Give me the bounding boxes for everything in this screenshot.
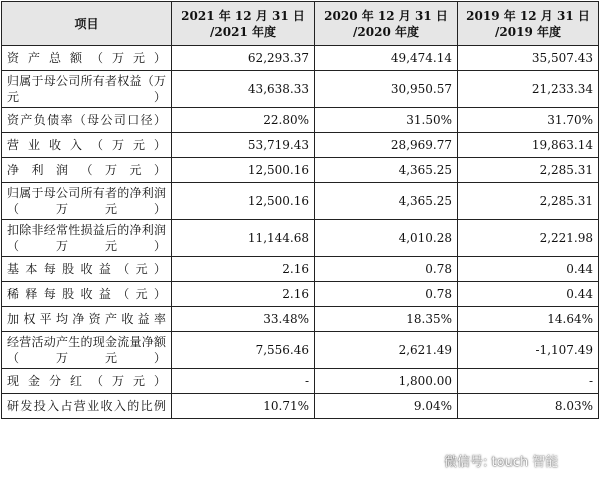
value-2019: 2,221.98 (458, 220, 599, 257)
value-2020: 28,969.77 (315, 133, 458, 158)
value-2019: 0.44 (458, 257, 599, 282)
value-2020: 0.78 (315, 282, 458, 307)
table-row (2, 369, 599, 394)
watermark (420, 445, 596, 475)
financial-summary-table (1, 1, 599, 419)
value-2021: 12,500.16 (172, 158, 315, 183)
table-row (2, 332, 599, 369)
table-row (2, 158, 599, 183)
row-label: 归属于母公司所有者的净利润（万元） (2, 183, 172, 220)
table-row (2, 108, 599, 133)
value-2020: 4,365.25 (315, 183, 458, 220)
value-2019: 31.70% (458, 108, 599, 133)
row-label: 扣除非经常性损益后的净利润（万元） (2, 220, 172, 257)
value-2021: 43,638.33 (172, 71, 315, 108)
table-row (2, 282, 599, 307)
header-2021 (172, 2, 315, 46)
value-2021: 2.16 (172, 257, 315, 282)
value-2021: 7,556.46 (172, 332, 315, 369)
header-2020-year: /2020 年度 (353, 24, 419, 39)
header-2020 (315, 2, 458, 46)
row-label: 资产负债率（母公司口径） (2, 108, 172, 133)
row-label: 归属于母公司所有者权益（万元） (2, 71, 172, 108)
value-2020: 1,800.00 (315, 369, 458, 394)
value-2019: 21,233.34 (458, 71, 599, 108)
row-label: 稀释每股收益（元） (2, 282, 172, 307)
watermark-suffix: 智能 (532, 454, 559, 470)
value-2019: 35,507.43 (458, 46, 599, 71)
header-2020-date: 2020 年 12 月 31 日 (324, 8, 448, 23)
value-2019: 14.64% (458, 307, 599, 332)
value-2021: 22.80% (172, 108, 315, 133)
table-row (2, 71, 599, 108)
table-row (2, 46, 599, 71)
value-2021: 12,500.16 (172, 183, 315, 220)
row-label: 经营活动产生的现金流量净额（万元） (2, 332, 172, 369)
value-2021: 62,293.37 (172, 46, 315, 71)
header-item: 项目 (2, 2, 172, 46)
wechat-icon (420, 452, 440, 468)
value-2019: 8.03% (458, 394, 599, 419)
row-label: 现金分红（万元） (2, 369, 172, 394)
value-2020: 4,010.28 (315, 220, 458, 257)
header-2021-date: 2021 年 12 月 31 日 (181, 8, 305, 23)
value-2020: 30,950.57 (315, 71, 458, 108)
value-2020: 4,365.25 (315, 158, 458, 183)
value-2021: 10.71% (172, 394, 315, 419)
table-row (2, 257, 599, 282)
value-2020: 2,621.49 (315, 332, 458, 369)
value-2021: 53,719.43 (172, 133, 315, 158)
row-label: 研发投入占营业收入的比例 (2, 394, 172, 419)
table-body (2, 46, 599, 419)
row-label: 净利润（万元） (2, 158, 172, 183)
row-label: 基本每股收益（元） (2, 257, 172, 282)
row-label: 营业收入（万元） (2, 133, 172, 158)
value-2020: 31.50% (315, 108, 458, 133)
table-row (2, 183, 599, 220)
value-2019: 2,285.31 (458, 158, 599, 183)
value-2019: - (458, 369, 599, 394)
header-2021-year: /2021 年度 (210, 24, 276, 39)
row-label: 加权平均净资产收益率 (2, 307, 172, 332)
value-2019: -1,107.49 (458, 332, 599, 369)
value-2021: - (172, 369, 315, 394)
value-2020: 49,474.14 (315, 46, 458, 71)
value-2020: 9.04% (315, 394, 458, 419)
row-label: 资产总额（万元） (2, 46, 172, 71)
value-2019: 0.44 (458, 282, 599, 307)
table-row (2, 394, 599, 419)
value-2020: 18.35% (315, 307, 458, 332)
table-row (2, 307, 599, 332)
header-2019-year: /2019 年度 (495, 24, 561, 39)
header-row (2, 2, 599, 46)
watermark-text: 微信号: touch (444, 454, 529, 470)
value-2019: 19,863.14 (458, 133, 599, 158)
value-2021: 33.48% (172, 307, 315, 332)
value-2021: 2.16 (172, 282, 315, 307)
header-2019 (458, 2, 599, 46)
header-2019-date: 2019 年 12 月 31 日 (466, 8, 590, 23)
value-2019: 2,285.31 (458, 183, 599, 220)
table-row (2, 220, 599, 257)
table-row (2, 133, 599, 158)
value-2021: 11,144.68 (172, 220, 315, 257)
value-2020: 0.78 (315, 257, 458, 282)
